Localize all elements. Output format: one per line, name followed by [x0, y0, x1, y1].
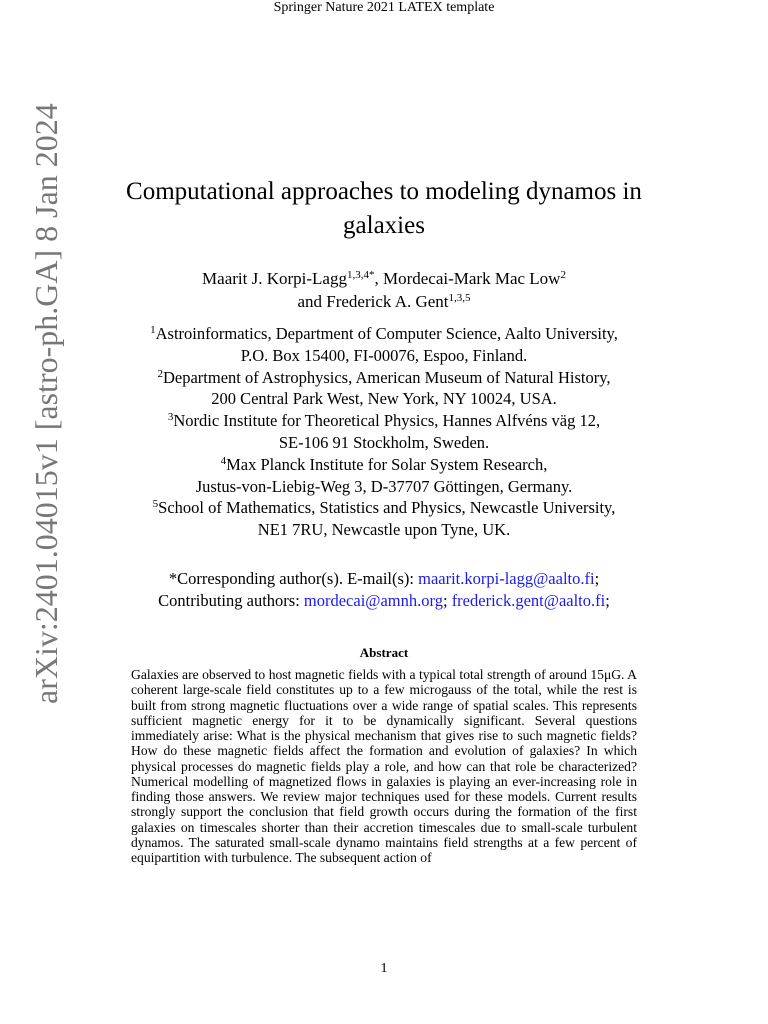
- abstract-text: Galaxies are observed to host magnetic fields with a typical total strength of around 15μG. A coherent large-scale field constitutes up to a few microgauss of the total, while the rest is built from strong magnetic fluctuations over a wide range of spatial scales. This represents sufficient magnetic energy for it to be dynamically significant. Several questions immediately arise: What is the physical mechanism that gives rise to such magnetic fields? How do these magnetic fields affect the formation and evolution of galaxies? In which physical processes do magnetic fields play a role, and how can that role be characterized? Numerical modelling of magnetized flows in galaxies is playing an ever-increasing role in finding those answers. We review major techniques used for these models. Current results strongly support the conclusion that field growth occurs during the formation of the first galaxies on timescales shorter than their accretion timescales due to small-scale turbulent dynamos. The saturated small-scale dynamo maintains field strengths at a few percent of equipartition with turbulence. The subsequent action of: [131, 667, 637, 865]
- author-line-2: [110, 290, 658, 313]
- affil-line: School of Mathematics, Statistics and Physics, Newcastle University,: [158, 498, 616, 518]
- author-line-1: [110, 267, 658, 290]
- affiliation: [100, 519, 668, 541]
- affil-line: Justus-von-Liebig-Weg 3, D-37707 Göttingen, Germany.: [195, 476, 573, 496]
- author-list: [110, 267, 658, 313]
- affiliation-list: [100, 323, 668, 541]
- affil-line: NE1 7RU, Newcastle upon Tyne, UK.: [257, 520, 511, 540]
- affil-line: Astroinformatics, Department of Computer Science, Aalto University,: [155, 324, 618, 343]
- affil-number: 2: [157, 367, 163, 380]
- affil-number: 4: [220, 454, 227, 467]
- author-name: Mordecai-Mark Mac Low: [382, 269, 561, 288]
- affil-number: 3: [167, 411, 174, 424]
- author-affil: 1,3,5: [448, 292, 471, 304]
- affil-number: 5: [152, 498, 159, 511]
- affiliation: [100, 497, 668, 519]
- affiliation: [100, 388, 668, 410]
- contributing-label: Contributing authors:: [158, 591, 300, 610]
- affiliation: [100, 432, 668, 454]
- contributing-email-link[interactable]: frederick.gent@aalto.fi: [451, 591, 606, 610]
- affil-number: 1: [150, 324, 156, 336]
- affil-line: Department of Astrophysics, American Museum of Natural History,: [162, 367, 611, 387]
- paper-title: Computational approaches to modeling dynamos in galaxies: [126, 178, 642, 239]
- arxiv-identifier: [28, 103, 64, 704]
- corresponding-line: *Corresponding author(s). E-mail(s): maarit.korpi-lagg@aalto.fi;: [168, 569, 600, 588]
- abstract-heading: Abstract: [359, 645, 409, 660]
- affil-line: 200 Central Park West, New York, NY 10024, USA.: [211, 389, 557, 409]
- page-number: 1: [380, 961, 388, 976]
- affiliation: [100, 323, 668, 345]
- affil-line: Nordic Institute for Theoretical Physics, Hannes Alfvéns väg 12,: [173, 411, 601, 431]
- author-name: Maarit J. Korpi-Lagg: [202, 269, 347, 288]
- author-affil: 2: [560, 269, 566, 281]
- affiliation: [100, 476, 668, 498]
- affiliation: [100, 454, 668, 476]
- affiliation: [100, 345, 668, 367]
- author-separator: ,: [374, 269, 383, 288]
- arxiv-identifier-text: arXiv:2401.04015v1 [astro-ph.GA] 8 Jan 2024: [28, 103, 64, 704]
- affil-line: P.O. Box 15400, FI-00076, Espoo, Finland.: [240, 345, 528, 365]
- corresponding-email-link[interactable]: maarit.korpi-lagg@aalto.fi: [418, 569, 595, 588]
- contact-block: [100, 568, 668, 612]
- affil-line: Max Planck Institute for Solar System Research,: [226, 454, 548, 474]
- affil-line: SE-106 91 Stockholm, Sweden.: [278, 432, 490, 452]
- author-name: and Frederick A. Gent: [297, 292, 449, 311]
- contributing-line: Contributing authors: mordecai@amnh.org; frederick.gent@aalto.fi;: [158, 591, 610, 610]
- affiliation: [100, 410, 668, 432]
- affiliation: [100, 367, 668, 389]
- contributing-email-link[interactable]: mordecai@amnh.org: [303, 591, 443, 610]
- running-header: Springer Nature 2021 LATEX template: [273, 0, 495, 15]
- author-affil: 1,3,4*: [346, 269, 375, 281]
- corresponding-label: *Corresponding author(s). E-mail(s):: [168, 569, 414, 588]
